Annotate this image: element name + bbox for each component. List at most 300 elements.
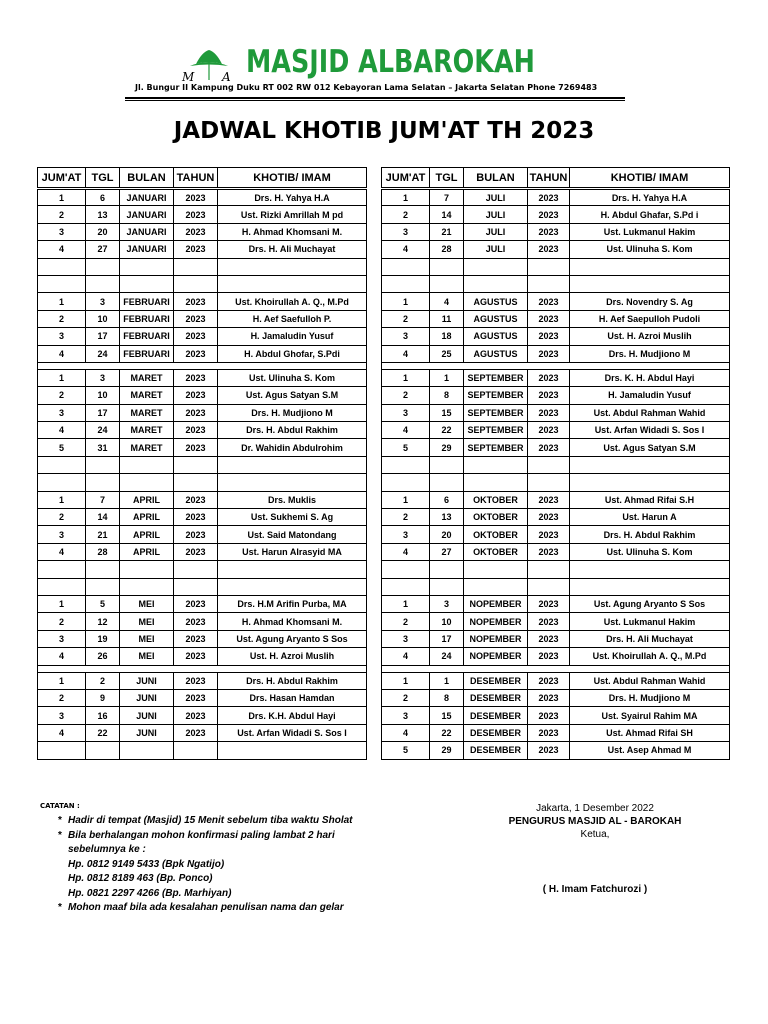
cell-tgl: 22 <box>430 422 464 439</box>
cell-tgl: 20 <box>86 223 120 240</box>
cell-jumat <box>382 258 430 275</box>
cell-tgl: 22 <box>86 724 120 741</box>
cell-khotib: H. Jamaludin Yusuf <box>218 328 367 345</box>
cell-bulan: MARET <box>120 422 174 439</box>
schedule-row <box>38 578 367 595</box>
cell-khotib: Drs. H. Abdul Rakhim <box>218 422 367 439</box>
schedule-row <box>382 439 730 456</box>
cell-tahun: 2023 <box>174 345 218 362</box>
cell-tgl <box>86 456 120 473</box>
schedule-table-jan-jun <box>37 167 367 760</box>
cell-tgl: 18 <box>430 328 464 345</box>
cell-tgl: 19 <box>86 630 120 647</box>
schedule-row <box>382 275 730 292</box>
cell-tahun: 2023 <box>174 189 218 206</box>
cell-jumat: 2 <box>382 613 430 630</box>
cell-jumat <box>38 578 86 595</box>
cell-tahun: 2023 <box>528 422 570 439</box>
cell-bulan <box>464 275 528 292</box>
cell-jumat: 3 <box>382 328 430 345</box>
cell-tahun: 2023 <box>174 595 218 612</box>
cell-khotib: Ust. Agus Satyan S.M <box>570 439 730 456</box>
cell-bulan: AGUSTUS <box>464 328 528 345</box>
schedule-row <box>38 223 367 240</box>
cell-khotib: Drs. H. Yahya H.A <box>218 189 367 206</box>
schedule-row <box>382 258 730 275</box>
cell-khotib <box>570 561 730 578</box>
cell-tgl: 21 <box>430 223 464 240</box>
cell-tgl: 5 <box>86 595 120 612</box>
cell-jumat: 5 <box>382 439 430 456</box>
col-jumat-header: JUM'AT <box>382 168 430 189</box>
cell-bulan: JANUARI <box>120 189 174 206</box>
cell-tahun: 2023 <box>174 491 218 508</box>
cell-bulan: JUNI <box>120 707 174 724</box>
cell-bulan: AGUSTUS <box>464 345 528 362</box>
schedule-row <box>382 474 730 491</box>
cell-bulan: SEPTEMBER <box>464 404 528 421</box>
cell-bulan: MARET <box>120 439 174 456</box>
cell-tahun: 2023 <box>528 630 570 647</box>
schedule-row <box>38 474 367 491</box>
cell-khotib: Drs. K.H. Abdul Hayi <box>218 707 367 724</box>
cell-tahun: 2023 <box>528 707 570 724</box>
cell-jumat: 1 <box>38 189 86 206</box>
cell-bulan: FEBRUARI <box>120 345 174 362</box>
cell-tahun: 2023 <box>528 404 570 421</box>
cell-khotib: Ust. Ulinuha S. Kom <box>570 543 730 560</box>
cell-jumat: 3 <box>382 223 430 240</box>
schedule-row <box>382 724 730 741</box>
schedule-row <box>38 707 367 724</box>
cell-khotib: H. Aef Saefulloh P. <box>218 310 367 327</box>
cell-bulan: JUNI <box>120 724 174 741</box>
page-title: JADWAL KHOTIB JUM'AT TH 2023 <box>173 118 595 144</box>
schedule-row <box>382 189 730 206</box>
cell-bulan: MEI <box>120 595 174 612</box>
cell-jumat: 3 <box>382 707 430 724</box>
cell-tahun: 2023 <box>528 672 570 689</box>
cell-jumat: 2 <box>38 310 86 327</box>
cell-khotib: Ust. Harun A <box>570 509 730 526</box>
schedule-row <box>382 509 730 526</box>
cell-jumat <box>382 275 430 292</box>
cell-khotib: Drs. Muklis <box>218 491 367 508</box>
cell-tgl: 25 <box>430 345 464 362</box>
cell-khotib: Ust. Ulinuha S. Kom <box>570 241 730 258</box>
cell-jumat: 1 <box>382 672 430 689</box>
schedule-row <box>382 561 730 578</box>
note-line: sebelumnya ke : <box>68 844 146 855</box>
col-tgl-header: TGL <box>430 168 464 189</box>
cell-bulan: DESEMBER <box>464 742 528 759</box>
cell-khotib: Drs. H. Mudjiono M <box>570 345 730 362</box>
cell-jumat: 2 <box>38 206 86 223</box>
cell-tahun: 2023 <box>528 613 570 630</box>
cell-tgl <box>430 474 464 491</box>
cell-bulan: APRIL <box>120 491 174 508</box>
schedule-row <box>38 275 367 292</box>
cell-khotib: H. Ahmad Khomsani M. <box>218 223 367 240</box>
cell-tgl <box>86 258 120 275</box>
cell-khotib: Ust. Rizki Amrillah M pd <box>218 206 367 223</box>
cell-tgl <box>86 561 120 578</box>
col-tahun-header: TAHUN <box>528 168 570 189</box>
cell-khotib: Drs. H. Ali Muchayat <box>570 630 730 647</box>
schedule-row <box>382 328 730 345</box>
cell-tgl: 6 <box>86 189 120 206</box>
cell-tgl <box>430 578 464 595</box>
cell-khotib: Ust. Syairul Rahim MA <box>570 707 730 724</box>
cell-khotib: Ust. Sukhemi S. Ag <box>218 509 367 526</box>
cell-jumat: 3 <box>38 526 86 543</box>
cell-tgl: 7 <box>430 189 464 206</box>
cell-bulan: APRIL <box>120 509 174 526</box>
cell-tahun <box>528 456 570 473</box>
cell-tgl: 24 <box>430 648 464 665</box>
cell-tgl: 24 <box>86 345 120 362</box>
schedule-row <box>382 613 730 630</box>
cell-bulan: OKTOBER <box>464 491 528 508</box>
cell-tahun: 2023 <box>174 422 218 439</box>
cell-jumat: 4 <box>38 724 86 741</box>
schedule-row <box>38 630 367 647</box>
cell-tahun <box>174 561 218 578</box>
cell-bulan <box>464 578 528 595</box>
cell-jumat: 4 <box>382 724 430 741</box>
cell-jumat <box>382 474 430 491</box>
cell-tgl: 1 <box>430 369 464 386</box>
schedule-row <box>382 422 730 439</box>
schedule-row <box>382 526 730 543</box>
schedule-row <box>38 293 367 310</box>
cell-jumat: 2 <box>382 310 430 327</box>
cell-jumat: 2 <box>38 613 86 630</box>
cell-bulan: FEBRUARI <box>120 310 174 327</box>
schedule-row <box>382 672 730 689</box>
cell-jumat: 2 <box>38 689 86 706</box>
cell-bulan: JULI <box>464 223 528 240</box>
schedule-row <box>38 613 367 630</box>
cell-jumat: 4 <box>382 241 430 258</box>
cell-tahun: 2023 <box>528 310 570 327</box>
cell-jumat: 4 <box>382 345 430 362</box>
cell-tahun: 2023 <box>174 241 218 258</box>
cell-tgl: 16 <box>86 707 120 724</box>
cell-bulan: NOPEMBER <box>464 613 528 630</box>
cell-khotib: Dr. Wahidin Abdulrohim <box>218 439 367 456</box>
cell-khotib: Ust. Agus Satyan S.M <box>218 387 367 404</box>
cell-bulan <box>464 258 528 275</box>
cell-khotib: Ust. Ahmad Rifai S.H <box>570 491 730 508</box>
cell-tgl <box>86 474 120 491</box>
cell-bulan: SEPTEMBER <box>464 422 528 439</box>
schedule-row <box>382 345 730 362</box>
cell-tahun: 2023 <box>528 369 570 386</box>
mosque-address: Jl. Bungur II Kampung Duku RT 002 RW 012 Kebayoran Lama Selatan – Jakarta Selatan Phone 7269483 <box>135 83 598 92</box>
cell-jumat <box>38 275 86 292</box>
cell-khotib: Ust. Lukmanul Hakim <box>570 613 730 630</box>
cell-khotib: Ust. Arfan Widadi S. Sos I <box>218 724 367 741</box>
cell-khotib <box>218 258 367 275</box>
schedule-row <box>38 561 367 578</box>
schedule-row <box>382 241 730 258</box>
note-phone: Hp. 0821 2297 4266 (Bp. Marhiyan) <box>68 887 232 899</box>
cell-bulan: FEBRUARI <box>120 293 174 310</box>
cell-tgl: 14 <box>86 509 120 526</box>
schedule-row <box>38 456 367 473</box>
schedule-row <box>382 742 730 759</box>
cell-khotib: Ust. H. Azroi Muslih <box>218 648 367 665</box>
cell-tahun: 2023 <box>174 439 218 456</box>
cell-tahun: 2023 <box>174 369 218 386</box>
cell-tahun: 2023 <box>174 543 218 560</box>
signature-role: Ketua, <box>580 829 610 840</box>
cell-jumat <box>38 258 86 275</box>
col-khotib-header: KHOTIB/ IMAM <box>218 168 367 189</box>
cell-tahun: 2023 <box>174 648 218 665</box>
schedule-body-right <box>382 189 730 760</box>
cell-khotib: Drs. H. Abdul Rakhim <box>570 526 730 543</box>
cell-tgl: 29 <box>430 439 464 456</box>
cell-khotib: H. Aef Saepulloh Pudoli <box>570 310 730 327</box>
cell-tgl: 10 <box>86 387 120 404</box>
cell-khotib <box>570 474 730 491</box>
cell-tahun: 2023 <box>174 707 218 724</box>
schedule-row <box>38 369 367 386</box>
cell-bulan <box>120 742 174 759</box>
cell-bulan: APRIL <box>120 526 174 543</box>
cell-tahun: 2023 <box>528 241 570 258</box>
schedule-row <box>38 689 367 706</box>
cell-tahun: 2023 <box>174 724 218 741</box>
cell-jumat: 3 <box>38 328 86 345</box>
cell-jumat: 1 <box>38 293 86 310</box>
cell-bulan: JULI <box>464 206 528 223</box>
cell-tahun: 2023 <box>174 293 218 310</box>
cell-tgl: 12 <box>86 613 120 630</box>
cell-tgl: 10 <box>430 613 464 630</box>
cell-tahun: 2023 <box>528 328 570 345</box>
cell-jumat: 4 <box>382 422 430 439</box>
cell-tahun: 2023 <box>528 526 570 543</box>
cell-khotib: Ust. Ahmad Rifai SH <box>570 724 730 741</box>
cell-tgl: 3 <box>86 369 120 386</box>
cell-bulan: AGUSTUS <box>464 293 528 310</box>
cell-bulan: SEPTEMBER <box>464 387 528 404</box>
cell-khotib: Ust. Agung Aryanto S Sos <box>218 630 367 647</box>
cell-jumat <box>382 561 430 578</box>
schedule-row <box>38 526 367 543</box>
cell-tgl: 3 <box>430 595 464 612</box>
cell-khotib <box>570 456 730 473</box>
schedule-row <box>382 648 730 665</box>
cell-tgl: 13 <box>86 206 120 223</box>
cell-tgl: 9 <box>86 689 120 706</box>
note-phone: Hp. 0812 8189 463 (Bp. Ponco) <box>68 873 213 884</box>
note-line: * Bila berhalangan mohon konfirmasi paling lambat 2 hari <box>58 829 335 841</box>
cell-bulan: MARET <box>120 404 174 421</box>
cell-bulan: JANUARI <box>120 223 174 240</box>
cell-tahun <box>174 578 218 595</box>
cell-tgl: 29 <box>430 742 464 759</box>
cell-tahun: 2023 <box>174 328 218 345</box>
cell-tahun <box>174 258 218 275</box>
col-tgl-header: TGL <box>86 168 120 189</box>
cell-bulan: JANUARI <box>120 241 174 258</box>
header-divider-thin <box>125 100 625 101</box>
cell-khotib: Ust. Lukmanul Hakim <box>570 223 730 240</box>
cell-jumat: 4 <box>382 543 430 560</box>
cell-tahun: 2023 <box>528 345 570 362</box>
cell-tgl: 3 <box>86 293 120 310</box>
cell-tahun: 2023 <box>528 189 570 206</box>
cell-tahun: 2023 <box>174 526 218 543</box>
cell-khotib: Ust. Abdul Rahman Wahid <box>570 672 730 689</box>
cell-khotib: Ust. Abdul Rahman Wahid <box>570 404 730 421</box>
cell-jumat: 3 <box>38 707 86 724</box>
cell-tgl: 31 <box>86 439 120 456</box>
schedule-table-jul-dec <box>381 167 730 760</box>
cell-khotib: Ust. Agung Aryanto S Sos <box>570 595 730 612</box>
cell-jumat <box>382 578 430 595</box>
cell-khotib: Drs. Hasan Hamdan <box>218 689 367 706</box>
schedule-row <box>382 707 730 724</box>
cell-bulan: AGUSTUS <box>464 310 528 327</box>
schedule-row <box>38 310 367 327</box>
cell-bulan: MEI <box>120 613 174 630</box>
cell-khotib <box>218 275 367 292</box>
cell-tahun: 2023 <box>528 742 570 759</box>
cell-bulan: JANUARI <box>120 206 174 223</box>
cell-tgl: 24 <box>86 422 120 439</box>
cell-jumat: 2 <box>38 387 86 404</box>
section-gap-row <box>382 362 730 369</box>
cell-tgl: 17 <box>430 630 464 647</box>
section-gap-row <box>382 665 730 672</box>
cell-khotib: Drs. K. H. Abdul Hayi <box>570 369 730 386</box>
cell-tgl: 28 <box>430 241 464 258</box>
cell-bulan <box>120 456 174 473</box>
cell-jumat: 4 <box>38 345 86 362</box>
schedule-row <box>38 742 367 759</box>
cell-tahun: 2023 <box>528 689 570 706</box>
schedule-row <box>38 189 367 206</box>
cell-tgl: 15 <box>430 404 464 421</box>
cell-jumat <box>38 456 86 473</box>
cell-tgl <box>430 275 464 292</box>
cell-tahun: 2023 <box>174 206 218 223</box>
cell-jumat: 4 <box>382 648 430 665</box>
cell-tahun: 2023 <box>528 509 570 526</box>
cell-tgl: 4 <box>430 293 464 310</box>
schedule-row <box>382 689 730 706</box>
col-bulan-header: BULAN <box>120 168 174 189</box>
cell-khotib: Drs. Novendry S. Ag <box>570 293 730 310</box>
cell-tahun: 2023 <box>174 310 218 327</box>
schedule-row <box>382 369 730 386</box>
schedule-row <box>38 258 367 275</box>
cell-bulan: NOPEMBER <box>464 595 528 612</box>
cell-tahun <box>528 258 570 275</box>
signature-name: ( H. Imam Fatchurozi ) <box>542 884 648 895</box>
section-gap-row <box>38 665 367 672</box>
col-jumat-header: JUM'AT <box>38 168 86 189</box>
cell-khotib: Drs. H. Yahya H.A <box>570 189 730 206</box>
schedule-row <box>382 456 730 473</box>
col-bulan-header: BULAN <box>464 168 528 189</box>
cell-tahun: 2023 <box>528 293 570 310</box>
cell-tahun: 2023 <box>174 672 218 689</box>
cell-tgl <box>86 275 120 292</box>
cell-bulan <box>464 474 528 491</box>
signature-org: PENGURUS MASJID AL - BAROKAH <box>508 816 682 827</box>
schedule-row <box>38 422 367 439</box>
cell-tahun <box>528 578 570 595</box>
cell-khotib: Ust. Harun Alrasyid MA <box>218 543 367 560</box>
cell-khotib: Drs. H. Abdul Rakhim <box>218 672 367 689</box>
cell-jumat: 1 <box>382 595 430 612</box>
cell-khotib <box>570 275 730 292</box>
schedule-row <box>38 595 367 612</box>
cell-tgl: 21 <box>86 526 120 543</box>
cell-tgl: 8 <box>430 387 464 404</box>
cell-tgl: 17 <box>86 328 120 345</box>
cell-jumat: 1 <box>382 369 430 386</box>
cell-jumat <box>382 456 430 473</box>
notes-list <box>58 814 353 916</box>
cell-bulan <box>464 456 528 473</box>
note-phone: Hp. 0812 9149 5433 (Bpk Ngatijo) <box>68 858 225 870</box>
cell-tgl: 27 <box>86 241 120 258</box>
cell-jumat: 4 <box>38 648 86 665</box>
cell-khotib: H. Jamaludin Yusuf <box>570 387 730 404</box>
cell-bulan <box>120 474 174 491</box>
cell-bulan: MARET <box>120 387 174 404</box>
cell-tahun: 2023 <box>528 439 570 456</box>
cell-jumat: 1 <box>38 369 86 386</box>
cell-khotib: Ust. Khoirullah A. Q., M.Pd <box>218 293 367 310</box>
schedule-row <box>38 439 367 456</box>
cell-bulan: NOPEMBER <box>464 648 528 665</box>
cell-tahun: 2023 <box>174 613 218 630</box>
cell-bulan: SEPTEMBER <box>464 369 528 386</box>
cell-tahun: 2023 <box>174 509 218 526</box>
schedule-row <box>382 491 730 508</box>
schedule-row <box>38 404 367 421</box>
cell-bulan <box>120 275 174 292</box>
cell-tahun: 2023 <box>528 595 570 612</box>
cell-bulan: JULI <box>464 241 528 258</box>
cell-tahun: 2023 <box>528 543 570 560</box>
cell-bulan: JUNI <box>120 672 174 689</box>
note-line: * Hadir di tempat (Masjid) 15 Menit sebelum tiba waktu Sholat <box>58 815 353 826</box>
cell-tgl: 27 <box>430 543 464 560</box>
cell-bulan: MEI <box>120 648 174 665</box>
cell-jumat: 2 <box>382 509 430 526</box>
cell-khotib: H. Abdul Ghafar, S.Pd i <box>570 206 730 223</box>
schedule-row <box>382 578 730 595</box>
schedule-row <box>38 328 367 345</box>
cell-tgl: 10 <box>86 310 120 327</box>
cell-jumat: 4 <box>38 543 86 560</box>
cell-bulan: OKTOBER <box>464 543 528 560</box>
table-header-row <box>382 168 730 189</box>
cell-khotib <box>218 742 367 759</box>
cell-bulan: SEPTEMBER <box>464 439 528 456</box>
cell-khotib: Drs. H. Ali Muchayat <box>218 241 367 258</box>
schedule-row <box>38 543 367 560</box>
